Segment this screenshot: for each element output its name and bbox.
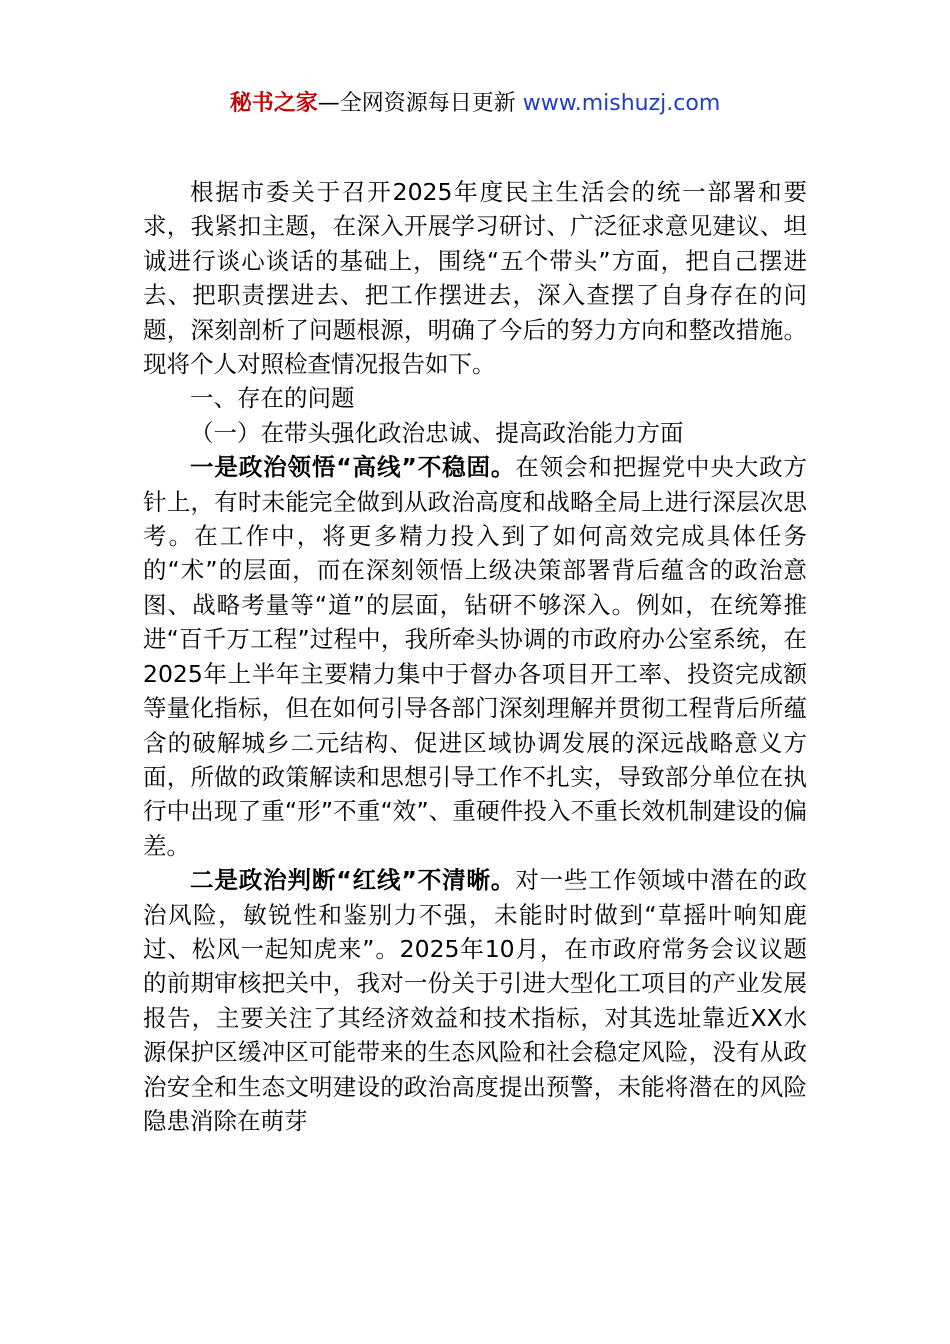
site-url-link[interactable]: www.mishuzj.com [522,91,721,116]
document-body [143,175,807,1138]
point-two-lead: 二是政治判断“红线”不清晰。 [190,866,516,895]
subsection-heading: （一）在带头强化政治忠诚、提高政治能力方面 [190,418,684,447]
point-two-paragraph [143,863,807,1138]
intro-paragraph: 根据市委关于召开2025年度民主生活会的统一部署和要求，我紧扣主题，在深入开展学习研讨、广泛征求意见建议、坦诚进行谈心谈话的基础上，围绕“五个带头”方面，把自己摆进去、把职责摆进去、把工作摆进去，深入查摆了自身存在的问题，深刻剖析了问题根源，明确了今后的努力方向和整改措施。现将个人对照检查情况报告如下。 [143,178,807,379]
point-two-body: 对一些工作领域中潜在的政治风险，敏锐性和鉴别力不强，未能时时做到“草摇叶响知鹿过、松风一起知虎来”。2025年10月，在市政府常务会议议题的前期审核把关中，我对一份关于引进大型化工项目的产业发展报告，主要关注了其经济效益和技术指标，对其选址靠近XX水源保护区缓冲区可能带来的生态风险和社会稳定风险，没有从政治安全和生态文明建设的政治高度提出预警，未能将潜在的风险隐患消除在萌芽 [143,866,808,1135]
section-heading: 一、存在的问题 [190,384,355,413]
point-one-paragraph [143,450,807,863]
point-one-lead: 一是政治领悟“高线”不稳固。 [190,453,516,482]
brand-name: 秘书之家 [229,91,318,116]
page-header [0,88,950,120]
point-one-body: 在领会和把握党中央大政方针上，有时未能完全做到从政治高度和战略全局上进行深层次思考。在工作中，将更多精力投入到了如何高效完成具体任务的“术”的层面，而在深刻领悟上级决策部署背后蕴含的政治意图、战略考量等“道”的层面，钻研不够深入。例如，在统筹推进“百千万工程”过程中，我所牵头协调的市政府办公室系统，在2025年上半年主要精力集中于督办各项目开工率、投资完成额等量化指标，但在如何引导各部门深刻理解并贯彻工程背后所蕴含的破解城乡二元结构、促进区域协调发展的深远战略意义方面，所做的政策解读和思想引导工作不扎实，导致部分单位在执行中出现了重“形”不重“效”、重硬件投入不重长效机制建设的偏差。 [143,453,808,860]
header-tagline: —全网资源每日更新 [317,91,523,116]
